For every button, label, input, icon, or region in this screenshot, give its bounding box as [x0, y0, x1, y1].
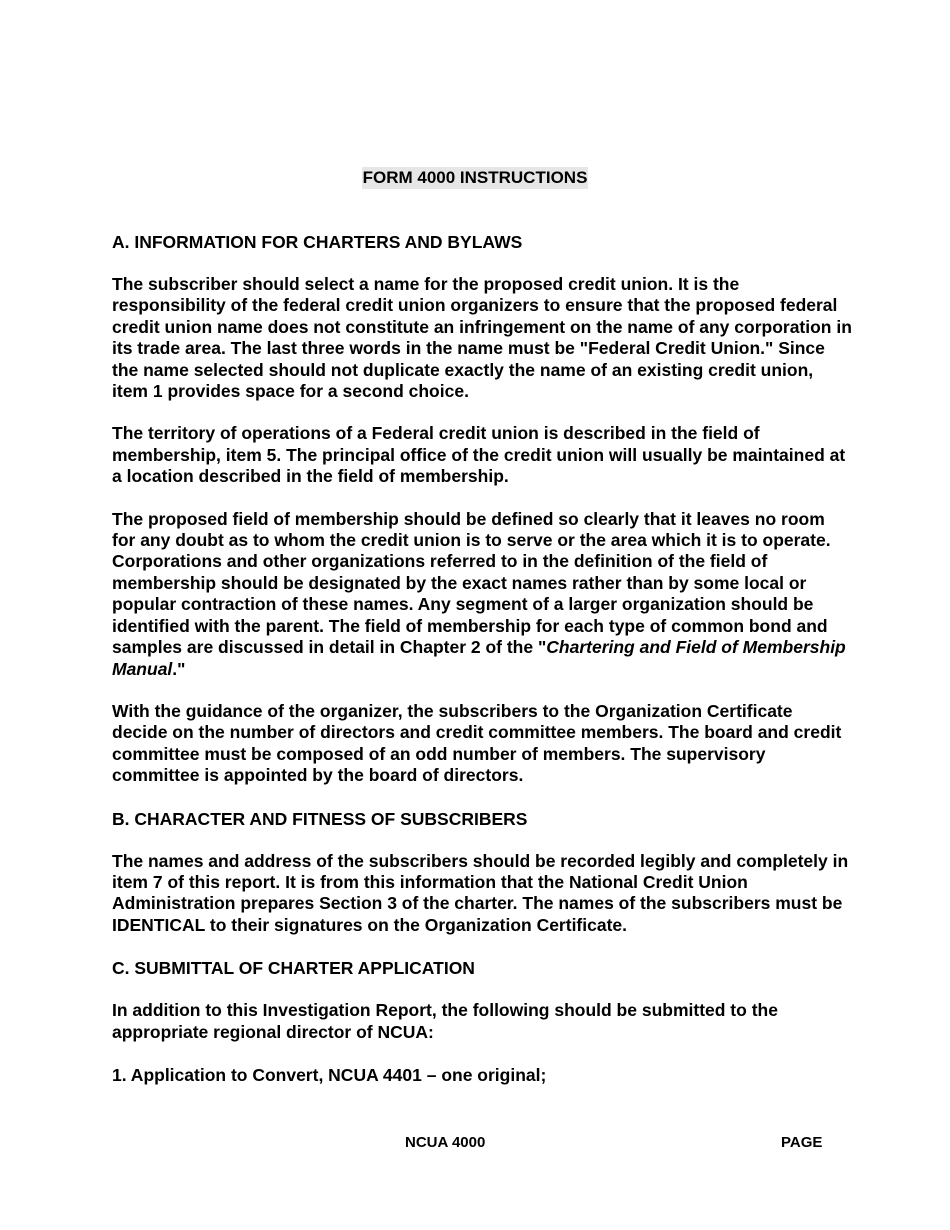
footer-page-label: PAGE — [781, 1134, 823, 1151]
title-wrapper — [0, 167, 950, 189]
footer-form-number: NCUA 4000 — [405, 1134, 486, 1151]
manual-title: Chartering and Field of Membership Manual — [112, 637, 846, 679]
document-title: FORM 4000 INSTRUCTIONS — [362, 168, 588, 187]
section-a-paragraph-3-end: ." — [172, 658, 186, 679]
section-a-paragraph-2: The territory of operations of a Federal credit union is described in the field of membership, item 5. The principal office of the credit union will usually be maintained at a location described in the field of membership. — [112, 423, 846, 487]
section-a-paragraph-4: With the guidance of the organizer, the subscribers to the Organization Certificate decide on the number of directors and credit committee members. The board and credit committee must be composed of an odd number of members. The supervisory committee is appointed by the board of directors. — [112, 700, 842, 786]
section-a-paragraph-3-text: The proposed field of membership should be defined so clearly that it leaves no room for any doubt as to whom the credit union is to serve or the area which it is to operate. Corporations and other organizations referred to in the definition of the field of membership should be designated by the exact names rather than by some local or popular contraction of these names. Any segment of a larger organization should be identified with the parent. The field of membership for each type of common bond and samples are discussed in detail in Chapter 2 of the " — [112, 508, 831, 658]
section-b-paragraph-1: The names and address of the subscribers should be recorded legibly and completely in item 7 of this report. It is from this information that the National Credit Union Administration prepares Section 3 of the charter. The names of the subscribers must be IDENTICAL to their signatures on the Organization Certificate. — [112, 850, 849, 935]
section-c-list-item-1: 1. Application to Convert, NCUA 4401 – one original; — [112, 1064, 547, 1085]
section-b-heading: B. CHARACTER AND FITNESS OF SUBSCRIBERS — [112, 808, 528, 829]
section-c-paragraph-1: In addition to this Investigation Report, the following should be submitted to the appropriate regional director of NCUA: — [112, 1000, 778, 1042]
section-a-heading: A. INFORMATION FOR CHARTERS AND BYLAWS — [112, 232, 523, 252]
section-c-heading: C. SUBMITTAL OF CHARTER APPLICATION — [112, 958, 475, 979]
section-a-paragraph-3 — [112, 509, 852, 680]
section-a-paragraph-1: The subscriber should select a name for the proposed credit union. It is the responsibility of the federal credit union organizers to ensure that the proposed federal credit union name does not constitute an infringement on the name of any corporation in its trade area. The last three words in the name must be "Federal Credit Union." Since the name selected should not duplicate exactly the name of an existing credit union, item 1 provides space for a second choice. — [112, 274, 852, 402]
document-body — [112, 231, 852, 1086]
